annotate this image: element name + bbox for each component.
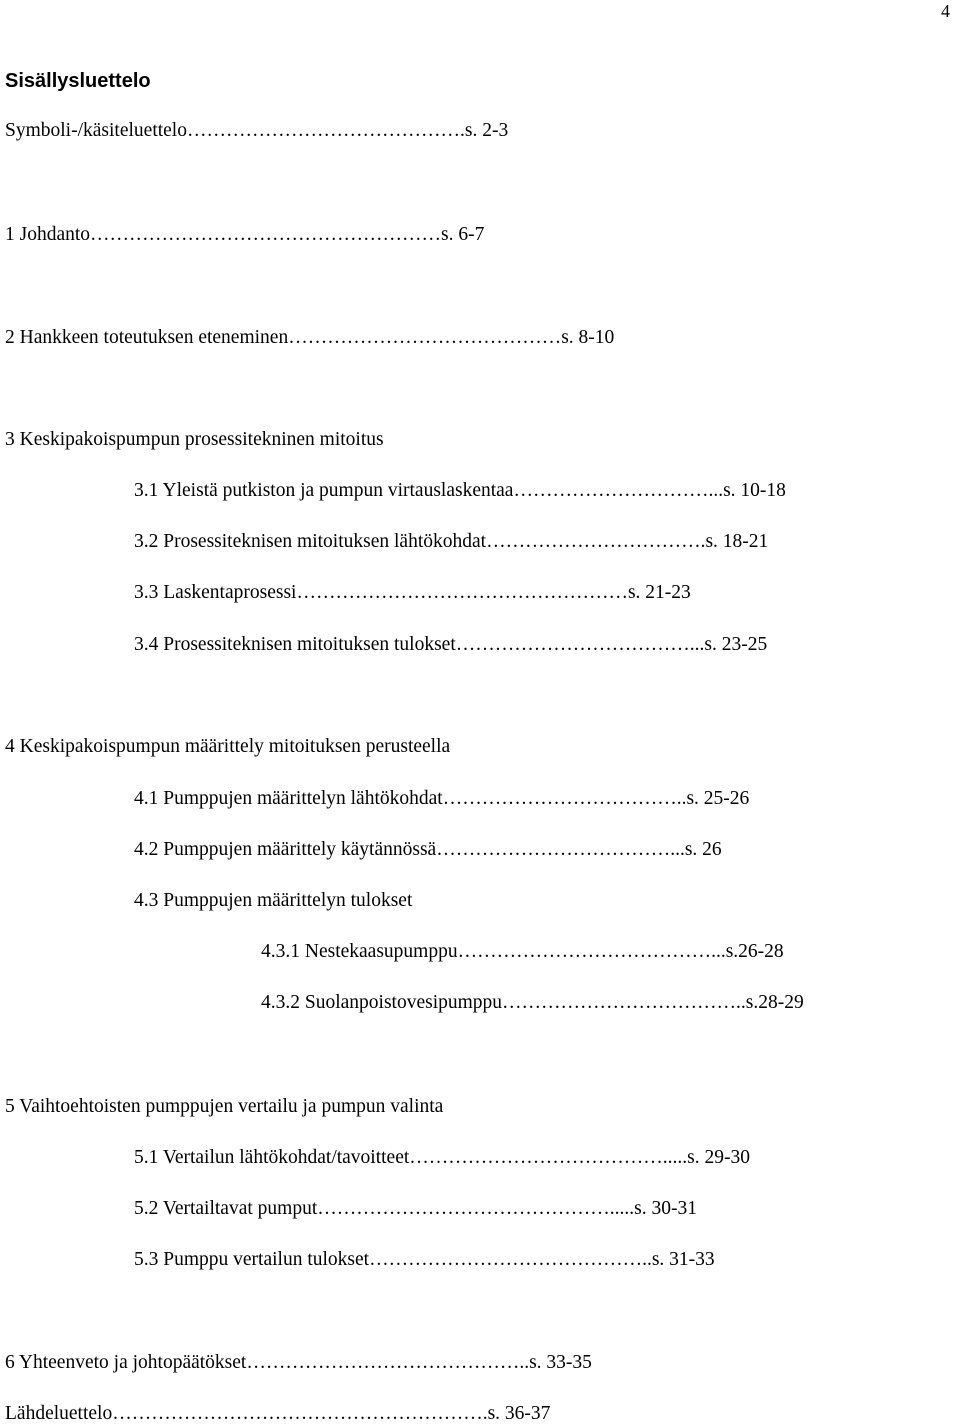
toc-entry-leader: ……………………………………………… xyxy=(90,224,442,245)
toc-entry-leader: ………………………………. xyxy=(455,634,695,655)
toc-entry-page: ..s. 29-30 xyxy=(677,1147,751,1168)
toc-entry-leader: ………………………………. xyxy=(436,839,676,860)
toc-entry-title: 3 Keskipakoispumpun prosessitekninen mitoitus xyxy=(5,429,384,450)
toc-entry-title: 4 Keskipakoispumpun määrittely mitoituksen perusteella xyxy=(5,736,451,757)
toc-entry-page: s. 6-7 xyxy=(441,224,485,245)
toc-entry-title: 4.2 Pumppujen määrittely käytännössä xyxy=(134,839,437,860)
toc-entry-title: 2 Hankkeen toteutuksen eteneminen xyxy=(5,327,289,348)
toc-entry-title: 4.1 Pumppujen määrittelyn lähtökohdat xyxy=(134,788,443,809)
toc-entry-page: ..s. 26 xyxy=(675,839,722,860)
toc-entry[interactable] xyxy=(134,478,786,504)
toc-entry[interactable] xyxy=(134,1247,715,1273)
toc-entry[interactable] xyxy=(261,990,804,1016)
toc-entry[interactable] xyxy=(134,888,412,914)
toc-entry[interactable] xyxy=(5,1094,443,1120)
toc-entry-leader: …………………………………… xyxy=(288,327,562,348)
toc-entry-title: 5.2 Vertailtavat pumput xyxy=(134,1198,318,1219)
toc-entry[interactable] xyxy=(5,1350,592,1376)
toc-entry-leader: ………………………………………... xyxy=(317,1198,625,1219)
page-number: 4 xyxy=(941,1,950,21)
toc-entry-leader: ………………………………………………… xyxy=(112,1403,483,1424)
toc-entry-page: s. 18-21 xyxy=(705,531,769,552)
toc-entry-title: 4.3.2 Suolanpoistovesipumppu xyxy=(261,992,503,1013)
toc-entry-leader: ……………………………………. xyxy=(186,120,465,141)
toc-entry-page: s. 21-23 xyxy=(627,582,691,603)
toc-entry[interactable] xyxy=(134,1196,697,1222)
toc-entry[interactable] xyxy=(134,529,768,555)
toc-entry[interactable] xyxy=(5,734,450,760)
toc-entry-page: ..s. 23-25 xyxy=(694,634,768,655)
toc-entry-leader: ……………………………………. xyxy=(246,1352,525,1373)
toc-entry-page: .s. 25-26 xyxy=(681,788,750,809)
toc-entry-page: s. 10-18 xyxy=(723,480,786,501)
toc-entry-title: 1 Johdanto xyxy=(5,224,91,245)
toc-entry-title: 6 Yhteenveto ja johtopäätökset xyxy=(5,1352,247,1373)
toc-entry-title: 5 Vaihtoehtoisten pumppujen vertailu ja pumpun valinta xyxy=(5,1096,444,1117)
toc-entry[interactable] xyxy=(5,427,384,453)
toc-entry-leader: ……………………………………. xyxy=(369,1249,647,1270)
toc-entry[interactable] xyxy=(134,786,749,812)
toc-entry-title: 4.3.1 Nestekaasupumppu xyxy=(261,941,458,962)
toc-entry[interactable] xyxy=(261,939,784,965)
toc-entry-leader: …………………………………………… xyxy=(296,582,628,603)
toc-entry-leader: …………………………………... xyxy=(409,1147,678,1168)
toc-entry-title: 3.1 Yleistä putkiston ja pumpun virtauslaskentaa xyxy=(134,480,514,501)
toc-entry-leader: …………………………... xyxy=(513,480,724,501)
toc-entry-title: Symboli-/käsiteluettelo xyxy=(5,120,187,141)
toc-entry[interactable] xyxy=(5,1401,550,1427)
toc-entry[interactable] xyxy=(134,632,767,658)
toc-entry-page: .s. 36-37 xyxy=(482,1403,551,1424)
toc-entry-leader: ……………………………. xyxy=(486,531,706,552)
toc-entry-leader: …………………………………. xyxy=(457,941,716,962)
toc-entry-page: .s.28-29 xyxy=(740,992,804,1013)
toc-entry-page: s. 2-3 xyxy=(464,120,509,141)
toc-entry[interactable] xyxy=(134,580,691,606)
toc-entry-title: Lähdeluettelo xyxy=(5,1403,113,1424)
toc-entry-page: ..s.26-28 xyxy=(715,941,784,962)
toc-entry-title: 5.3 Pumppu vertailun tulokset xyxy=(134,1249,370,1270)
toc-entry-page: .s. 33-35 xyxy=(524,1352,592,1373)
toc-entry[interactable] xyxy=(5,118,508,144)
toc-entry-leader: ………………………………. xyxy=(442,788,682,809)
toc-entry[interactable] xyxy=(5,325,614,351)
toc-entry-page: ..s. 30-31 xyxy=(624,1198,697,1219)
toc-entry-title: 3.4 Prosessiteknisen mitoituksen tulokset xyxy=(134,634,456,655)
toc-entry-page: .s. 31-33 xyxy=(646,1249,715,1270)
toc-entry-leader: ………………………………. xyxy=(502,992,741,1013)
toc-entry-title: 5.1 Vertailun lähtökohdat/tavoitteet xyxy=(134,1147,410,1168)
toc-entry[interactable] xyxy=(134,1145,750,1171)
toc-entry[interactable] xyxy=(134,837,722,863)
toc-entry-title: 4.3 Pumppujen määrittelyn tulokset xyxy=(134,890,413,911)
toc-entry-page: s. 8-10 xyxy=(561,327,615,348)
toc-entry-title: 3.2 Prosessiteknisen mitoituksen lähtökohdat xyxy=(134,531,487,552)
toc-title: Sisällysluettelo xyxy=(5,70,151,92)
toc-entry-title: 3.3 Laskentaprosessi xyxy=(134,582,297,603)
toc-entry[interactable] xyxy=(5,222,484,248)
